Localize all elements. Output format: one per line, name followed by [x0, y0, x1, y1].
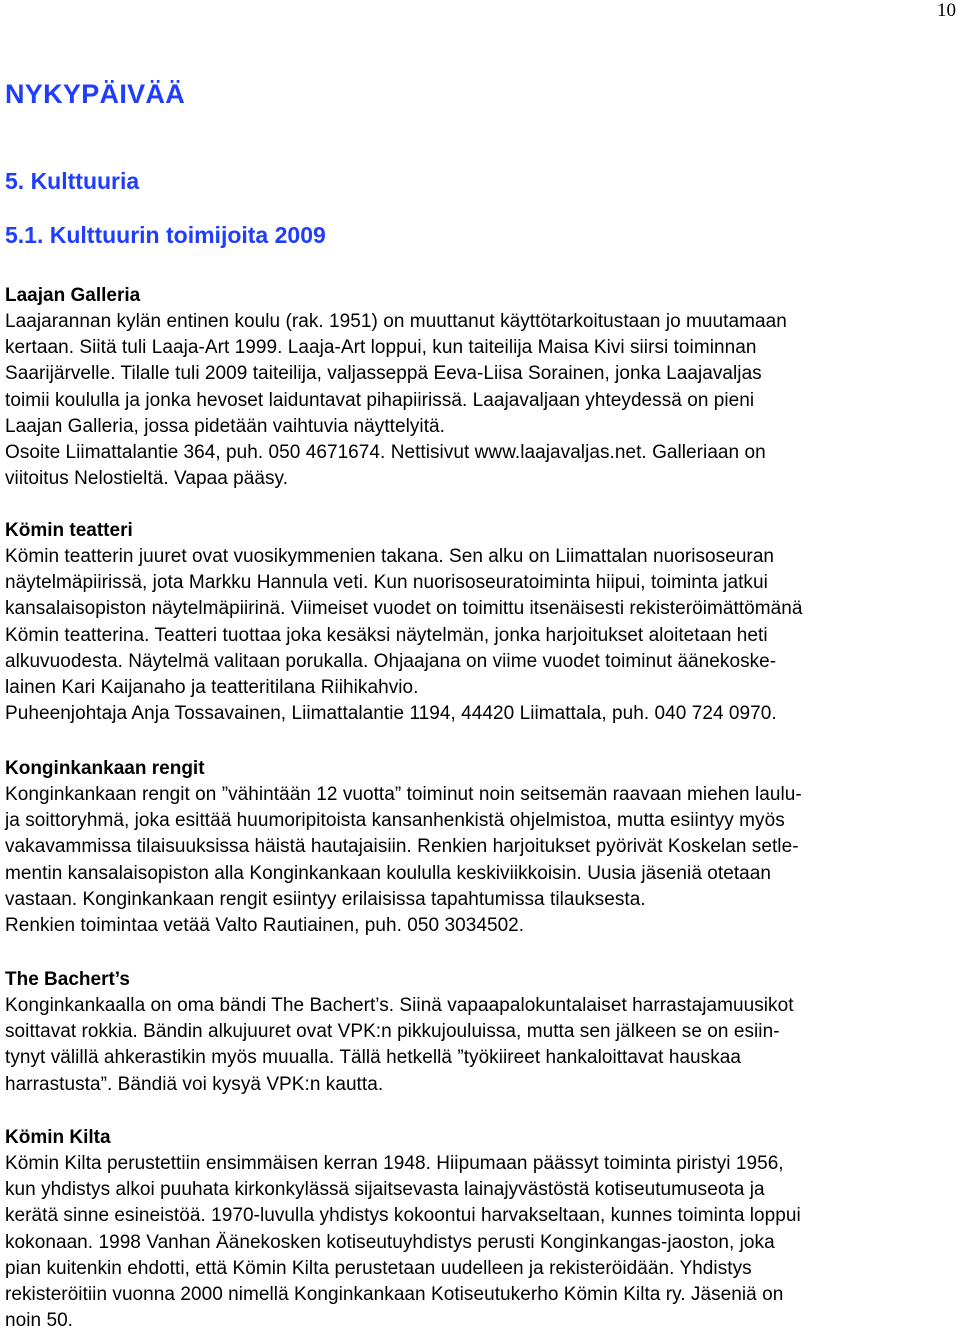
section-text	[5, 782, 960, 939]
text-line: Laajan Galleria, jossa pidetään vaihtuvia näyttelyitä.	[5, 415, 445, 437]
text-line: Saarijärvelle. Tilalle tuli 2009 taiteilija, valjasseppä Eeva-Liisa Sorainen, jonka Laajavaljas	[5, 363, 762, 385]
text-line: Konginkankaan rengit on ”vähintään 12 vuotta” toiminut noin seitsemän raavaan miehen laulu-	[5, 784, 802, 805]
text-line: kerätä sinne esineistöä. 1970-luvulla yhdistys kokoontui harvakseltaan, kunnes toiminta loppui	[5, 1205, 801, 1227]
text-line: harrastusta”. Bändiä voi kysyä VPK:n kautta.	[5, 1073, 384, 1095]
page-number: 10	[937, 0, 956, 21]
text-line: kun yhdistys alkoi puuhata kirkonkylässä sijaitsevasta lainajyvästöstä kotiseutumuseota ja	[5, 1179, 765, 1201]
text-line: Osoite Liimattalantie 364, puh. 050 4671674. Nettisivut www.laajavaljas.net. Galleriaan on	[5, 442, 766, 464]
text-line: mentin kansalaisopiston alla Konginkankaan koululla keskiviikkoisin. Uusia jäseniä otetaan	[5, 862, 772, 884]
section-komin-teatteri	[5, 518, 960, 727]
section-title: 5. Kulttuuria	[5, 168, 140, 194]
main-title: NYKYPÄIVÄÄ	[5, 79, 186, 109]
text-line: noin 50.	[5, 1310, 74, 1332]
text-line: Kömin teatterina. Teatteri tuottaa joka kesäksi näytelmän, jonka harjoitukset aloitetaan heti	[5, 624, 768, 646]
text-line: kansalaisopiston näytelmäpiirinä. Viimeiset vuodet on toimittu itsenäisesti rekisteröimättömänä	[5, 598, 803, 620]
text-line: Laajarannan kylän entinen koulu (rak. 1951) on muuttanut käyttötarkoitustaan jo muutamaan	[5, 311, 787, 332]
section-text	[5, 309, 960, 492]
section-heading: The Bachert’s	[5, 969, 130, 990]
section-text	[5, 993, 960, 1098]
text-line: ja soittoryhmä, joka esittää huumoripitoista kansanhenkistä ohjelmistoa, mutta esiintyy myös	[5, 810, 785, 832]
text-line: toimii koululla ja jonka hevoset laiduntavat pihapiirissä. Laajavaljaan yhteydessä on pieni	[5, 389, 755, 411]
section-text	[5, 544, 960, 727]
text-line: pian kuitenkin ehdotti, että Kömin Kilta perustetaan uudelleen ja rekisteröidään. Yhdistys	[5, 1257, 752, 1279]
text-line: kertaan. Siitä tuli Laaja-Art 1999. Laaja-Art loppui, kun taiteilija Maisa Kivi siirsi toiminnan	[5, 337, 757, 359]
text-line: Kömin teatterin juuret ovat vuosikymmenien takana. Sen alku on Liimattalan nuorisoseuran	[5, 546, 775, 567]
section-the-bacherts	[5, 967, 960, 1098]
section-heading: Kömin teatteri	[5, 520, 133, 541]
section-heading: Kömin Kilta	[5, 1127, 111, 1148]
text-line: Puheenjohtaja Anja Tossavainen, Liimattalantie 1194, 44420 Liimattala, puh. 040 724 0970.	[5, 703, 777, 725]
text-line: tynyt välillä ahkerastikin myös muualla. Tällä hetkellä ”työkiireet hankaloittavat hauskaa	[5, 1047, 742, 1069]
section-laajan-galleria	[5, 283, 960, 492]
text-line: vastaan. Konginkankaan rengit esiintyy erilaisissa tapahtumissa tilauksesta.	[5, 888, 646, 910]
text-line: rekisteröitiin vuonna 2000 nimellä Konginkankaan Kotiseutukerho Kömin Kilta ry. Jäseniä on	[5, 1284, 784, 1306]
text-line: soittavat rokkia. Bändin alkujuuret ovat VPK:n pikkujouluissa, mutta sen jälkeen se on esiin-	[5, 1021, 780, 1043]
text-line: lainen Kari Kaijanaho ja teatteritilana Riihikahvio.	[5, 677, 419, 699]
section-heading: Konginkankaan rengit	[5, 758, 205, 779]
text-line: Renkien toimintaa vetää Valto Rautiainen, puh. 050 3034502.	[5, 915, 525, 937]
section-heading: Laajan Galleria	[5, 285, 141, 306]
text-line: näytelmäpiirissä, jota Markku Hannula veti. Kun nuorisoseuratoiminta hiipui, toiminta jatkui	[5, 572, 768, 594]
section-text	[5, 1151, 960, 1334]
subsection-title: 5.1. Kulttuurin toimijoita 2009	[5, 222, 326, 248]
section-konginkankaan-rengit	[5, 756, 960, 939]
text-line: alkuvuodesta. Näytelmä valitaan porukalla. Ohjaajana on viime vuodet toiminut äänekoske-	[5, 650, 777, 672]
text-line: viitoitus Nelostieltä. Vapaa pääsy.	[5, 468, 289, 490]
text-line: Kömin Kilta perustettiin ensimmäisen kerran 1948. Hiipumaan päässyt toiminta piristyi 1956,	[5, 1153, 784, 1174]
text-line: kokonaan. 1998 Vanhan Äänekosken kotiseutuyhdistys perusti Konginkangas-jaoston, joka	[5, 1231, 775, 1253]
text-line: Konginkankaalla on oma bändi The Bachert’s. Siinä vapaapalokuntalaiset harrastajamuusikot	[5, 995, 794, 1016]
section-komin-kilta	[5, 1125, 960, 1334]
text-line: vakavammissa tilaisuuksissa häistä hautajaisiin. Renkien harjoitukset pyörivät Koskelan setle-	[5, 836, 799, 858]
